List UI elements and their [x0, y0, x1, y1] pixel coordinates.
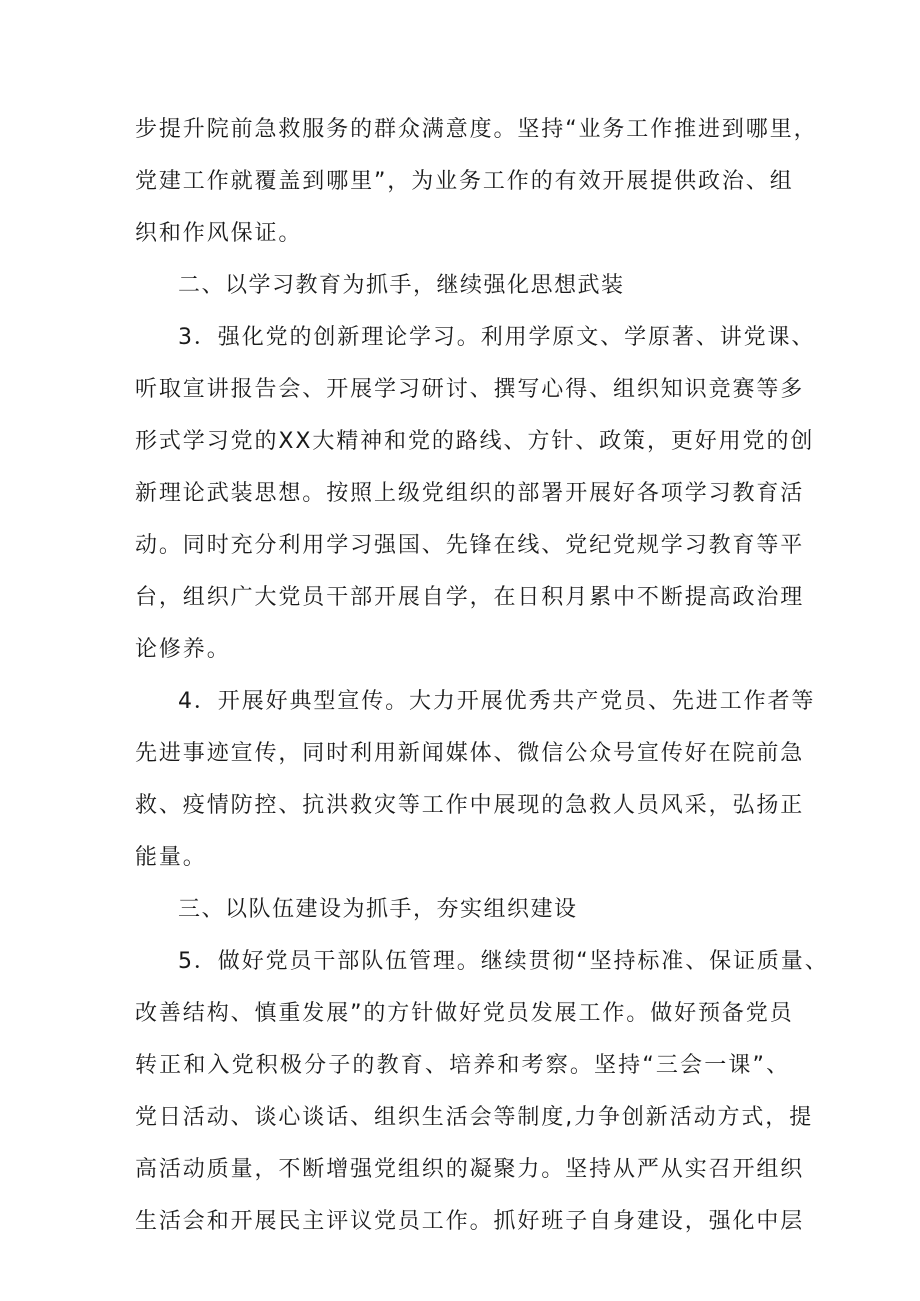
paragraph-line: 党日活动、谈心谈话、组织生活会等制度,力争创新活动方式，提 — [135, 1105, 814, 1130]
paragraph-line: 党建工作就覆盖到哪里”，为业务工作的有效开展提供政治、组 — [135, 169, 794, 194]
paragraph-line: 步提升院前急救服务的群众满意度。坚持“业务工作推进到哪里， — [135, 117, 818, 142]
section-heading: 三、以队伍建设为抓手，夯实组织建设 — [178, 897, 578, 922]
paragraph-line: 3．强化党的创新理论学习。利用学原文、学原著、讲党课、 — [178, 325, 816, 350]
paragraph-line: 4．开展好典型宣传。大力开展优秀共产党员、先进工作者等 — [178, 689, 816, 714]
paragraph-line: 先进事迹宣传，同时利用新闻媒体、微信公众号宣传好在院前急 — [135, 741, 805, 766]
paragraph-line: 新理论武装思想。按照上级党组织的部署开展好各项学习教育活 — [135, 481, 805, 506]
paragraph-line: 改善结构、慎重发展”的方针做好党员发展工作。做好预备党员 — [135, 1001, 794, 1026]
paragraph-line: 转正和入党积极分子的教育、培养和考察。坚持“三会一课”、 — [135, 1053, 790, 1078]
paragraph-line: 台，组织广大党员干部开展自学，在日积月累中不断提高政治理 — [135, 585, 805, 610]
paragraph-line: 论修养。 — [135, 637, 231, 662]
paragraph-line: 救、疫情防控、抗洪救灾等工作中展现的急救人员风采，弘扬正 — [135, 793, 805, 818]
paragraph-line: 动。同时充分利用学习强国、先锋在线、党纪党规学习教育等平 — [135, 533, 805, 558]
paragraph-line: 能量。 — [135, 845, 207, 870]
paragraph-line: 形式学习党的XX大精神和党的路线、方针、政策，更好用党的创 — [135, 429, 815, 454]
paragraph-line: 听取宣讲报告会、开展学习研讨、撰写心得、组织知识竞赛等多 — [135, 377, 805, 402]
paragraph-line: 5．做好党员干部队伍管理。继续贯彻“坚持标准、保证质量、 — [178, 949, 829, 974]
paragraph-line: 高活动质量，不断增强党组织的凝聚力。坚持从严从实召开组织 — [135, 1157, 805, 1182]
paragraph-line: 织和作风保证。 — [135, 221, 303, 246]
section-heading: 二、以学习教育为抓手，继续强化思想武装 — [178, 273, 625, 298]
paragraph-line: 生活会和开展民主评议党员工作。抓好班子自身建设，强化中层 — [135, 1209, 805, 1234]
